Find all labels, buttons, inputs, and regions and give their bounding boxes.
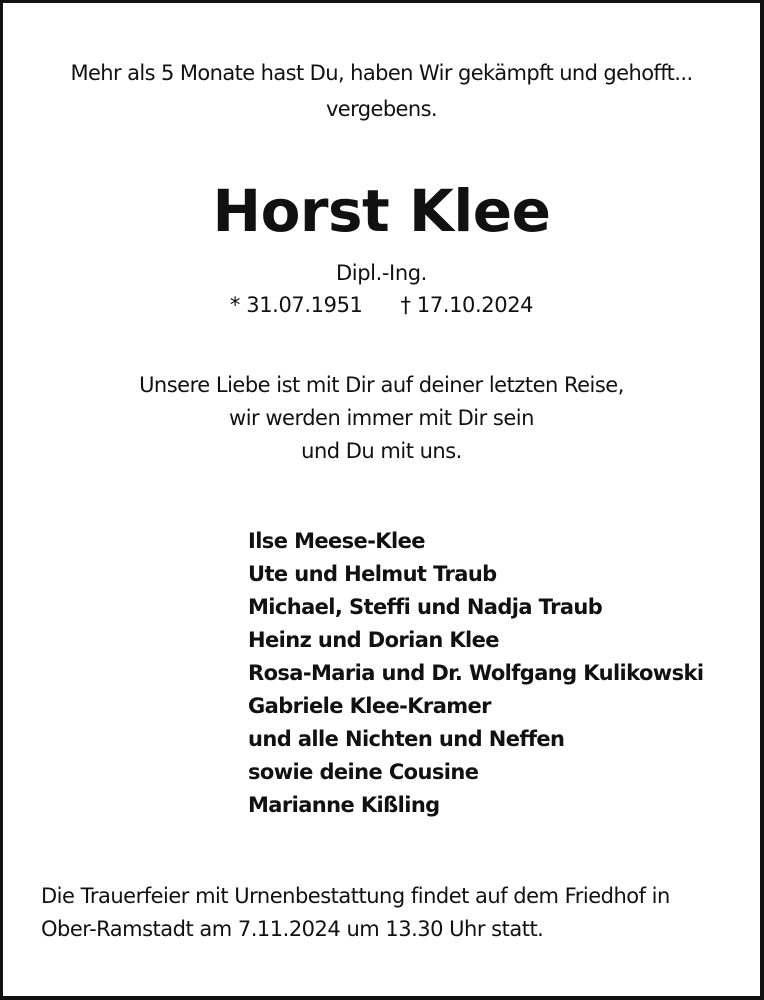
mourner-entry: Rosa-Maria und Dr. Wolfgang Kulikowski	[248, 661, 704, 685]
service-line: Ober-Ramstadt am 7.11.2024 um 13.30 Uhr statt.	[41, 917, 544, 941]
verse-line: wir werden immer mit Dir sein	[229, 406, 534, 430]
mourner-entry: Michael, Steffi und Nadja Traub	[248, 595, 603, 619]
death-date: † 17.10.2024	[400, 293, 534, 317]
intro-line: vergebens.	[325, 97, 438, 121]
verse-line: und Du mit uns.	[301, 439, 462, 463]
mourner-entry: sowie deine Cousine	[248, 760, 479, 784]
funeral-service-info	[41, 880, 670, 946]
mourner-entry: Ute und Helmut Traub	[248, 562, 497, 586]
mourners-list	[248, 525, 703, 822]
deceased-name: Horst Klee	[212, 177, 551, 245]
intro-text	[3, 55, 760, 127]
mourner-entry: Ilse Meese-Klee	[248, 529, 425, 553]
memorial-verse	[3, 369, 760, 468]
verse-line: Unsere Liebe ist mit Dir auf deiner letzten Reise,	[139, 373, 624, 397]
deceased-title: Dipl.-Ing.	[336, 261, 427, 285]
mourner-entry: und alle Nichten und Neffen	[248, 727, 565, 751]
mourner-entry: Marianne Kißling	[248, 793, 440, 817]
life-dates	[3, 290, 760, 320]
intro-line: Mehr als 5 Monate hast Du, haben Wir gekämpft und gehofft...	[70, 61, 693, 85]
birth-date: * 31.07.1951	[229, 293, 363, 317]
service-line: Die Trauerfeier mit Urnenbestattung findet auf dem Friedhof in	[41, 884, 670, 908]
mourner-entry: Gabriele Klee-Kramer	[248, 694, 491, 718]
mourner-entry: Heinz und Dorian Klee	[248, 628, 499, 652]
